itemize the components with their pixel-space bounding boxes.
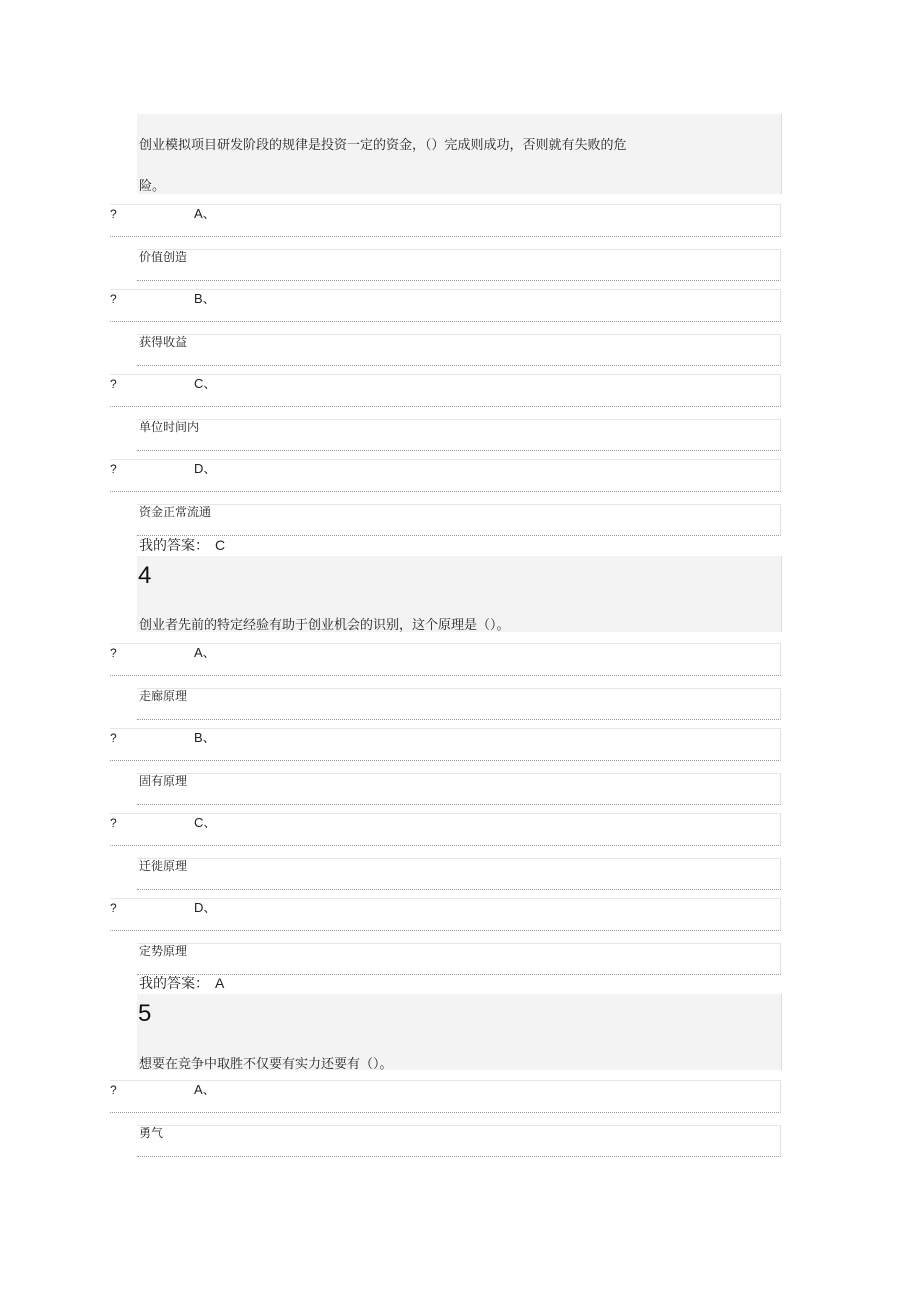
option-text-row[interactable] — [137, 773, 781, 805]
option-text-row[interactable] — [137, 1125, 781, 1157]
option-letter: D、 — [194, 900, 217, 915]
option-bullet: ? — [110, 816, 117, 830]
option-text-row[interactable] — [137, 688, 781, 720]
option-letter: C、 — [194, 376, 217, 391]
my-answer-label: 我的答案： — [139, 538, 209, 554]
option-bullet: ? — [110, 207, 117, 221]
option-row-c[interactable] — [110, 374, 781, 407]
option-text: 资金正常流通 — [139, 505, 212, 519]
option-letter: A、 — [194, 206, 216, 221]
option-text-row[interactable] — [137, 419, 781, 451]
my-answer-value: C — [215, 537, 226, 553]
question-text-line: 创业模拟项目研发阶段的规律是投资一定的资金，（）完成则成功，否则就有失败的危 — [139, 138, 627, 153]
option-text: 迁徙原理 — [139, 859, 188, 873]
my-answer-label: 我的答案： — [139, 976, 209, 992]
option-bullet: ? — [110, 462, 117, 476]
my-answer-value: A — [215, 975, 225, 991]
option-letter: D、 — [194, 461, 217, 476]
option-row-d[interactable] — [110, 898, 781, 931]
question-number: 4 — [138, 562, 152, 589]
option-row-a[interactable] — [110, 204, 781, 237]
option-bullet: ? — [110, 646, 117, 660]
option-text: 走廊原理 — [139, 689, 188, 703]
option-text: 价值创造 — [139, 250, 188, 264]
option-text: 固有原理 — [139, 774, 188, 788]
option-row-a[interactable] — [110, 643, 781, 676]
option-letter: A、 — [194, 645, 216, 660]
option-bullet: ? — [110, 731, 117, 745]
option-text-row[interactable] — [137, 334, 781, 366]
option-letter: C、 — [194, 815, 217, 830]
option-row-b[interactable] — [110, 289, 781, 322]
option-letter: B、 — [194, 291, 216, 306]
question-text-line: 创业者先前的特定经验有助于创业机会的识别，这个原理是（）。 — [139, 618, 510, 633]
option-text-row[interactable] — [137, 504, 781, 536]
option-text-row[interactable] — [137, 249, 781, 281]
option-bullet: ? — [110, 292, 117, 306]
option-row-b[interactable] — [110, 728, 781, 761]
question-number: 5 — [138, 1000, 152, 1027]
option-bullet: ? — [110, 901, 117, 915]
question-text-line: 想要在竞争中取胜不仅要有实力还要有（）。 — [139, 1057, 393, 1072]
option-text: 定势原理 — [139, 944, 188, 958]
question-text-line: 险。 — [139, 179, 166, 194]
my-answer — [139, 973, 224, 994]
option-text-row[interactable] — [137, 943, 781, 975]
question-box — [137, 114, 782, 194]
option-bullet: ? — [110, 377, 117, 391]
option-text-row[interactable] — [137, 858, 781, 890]
option-text: 单位时间内 — [139, 420, 200, 434]
option-letter: B、 — [194, 730, 216, 745]
option-bullet: ? — [110, 1083, 117, 1097]
option-row-c[interactable] — [110, 813, 781, 846]
option-row-a[interactable] — [110, 1080, 781, 1113]
my-answer — [139, 535, 225, 556]
option-row-d[interactable] — [110, 459, 781, 492]
option-text: 勇气 — [139, 1126, 164, 1140]
option-letter: A、 — [194, 1082, 216, 1097]
option-text: 获得收益 — [139, 335, 188, 349]
